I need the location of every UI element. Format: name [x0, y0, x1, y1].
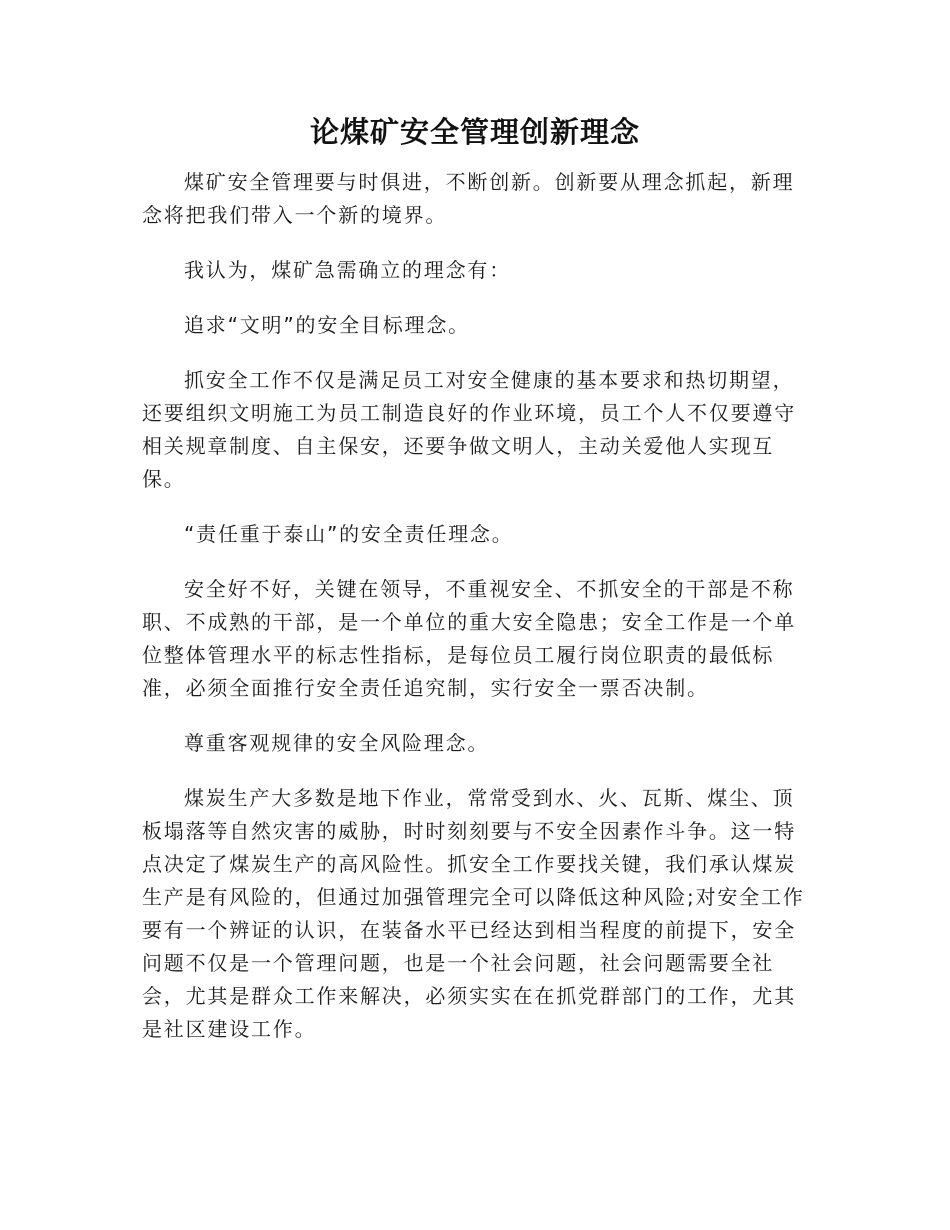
heading-risk: 尊重客观规律的安全风险理念。: [184, 731, 490, 755]
document-body: [142, 166, 810, 1068]
paragraph-risk: 煤炭生产大多数是地下作业，常常受到水、火、瓦斯、煤尘、顶板塌落等自然灾害的威胁，时时刻刻要与不安全因素作斗争。这一特点决定了煤炭生产的高风险性。抓安全工作要找关键，我们承认煤炭生产是有风险的，但通过加强管理完全可以降低这种风险;对安全工作要有一个辨证的认识，在装备水平已经达到相当程度的前提下，安全问题不仅是一个管理问题，也是一个社会问题，社会问题需要全社会，尤其是群众工作来解决，必须实实在在抓党群部门的工作，尤其是社区建设工作。: [142, 786, 805, 1041]
paragraph-civilization-goal: 抓安全工作不仅是满足员工对安全健康的基本要求和热切期望，还要组织文明施工为员工制造良好的作业环境，员工个人不仅要遵守相关规章制度、自主保安，还要争做文明人，主动关爱他人实现互保。: [142, 368, 796, 491]
paragraph-intro: 煤矿安全管理要与时俱进，不断创新。创新要从理念抓起，新理念将把我们带入一个新的境界。: [142, 170, 795, 227]
heading-civilization-goal: 追求“文明”的安全目标理念。: [184, 313, 470, 337]
paragraph-responsibility: 安全好不好，关键在领导，不重视安全、不抓安全的干部是不称职、不成熟的干部，是一个单位的重大安全隐患；安全工作是一个单位整体管理水平的标志性指标，是每位员工履行岗位职责的最低标准，必须全面推行安全责任追究制，实行安全一票否决制。: [142, 577, 796, 700]
heading-responsibility: “责任重于泰山”的安全责任理念。: [184, 522, 514, 546]
paragraph-opinion: 我认为，煤矿急需确立的理念有：: [184, 258, 511, 282]
document-title: 论煤矿安全管理创新理念: [309, 115, 640, 149]
